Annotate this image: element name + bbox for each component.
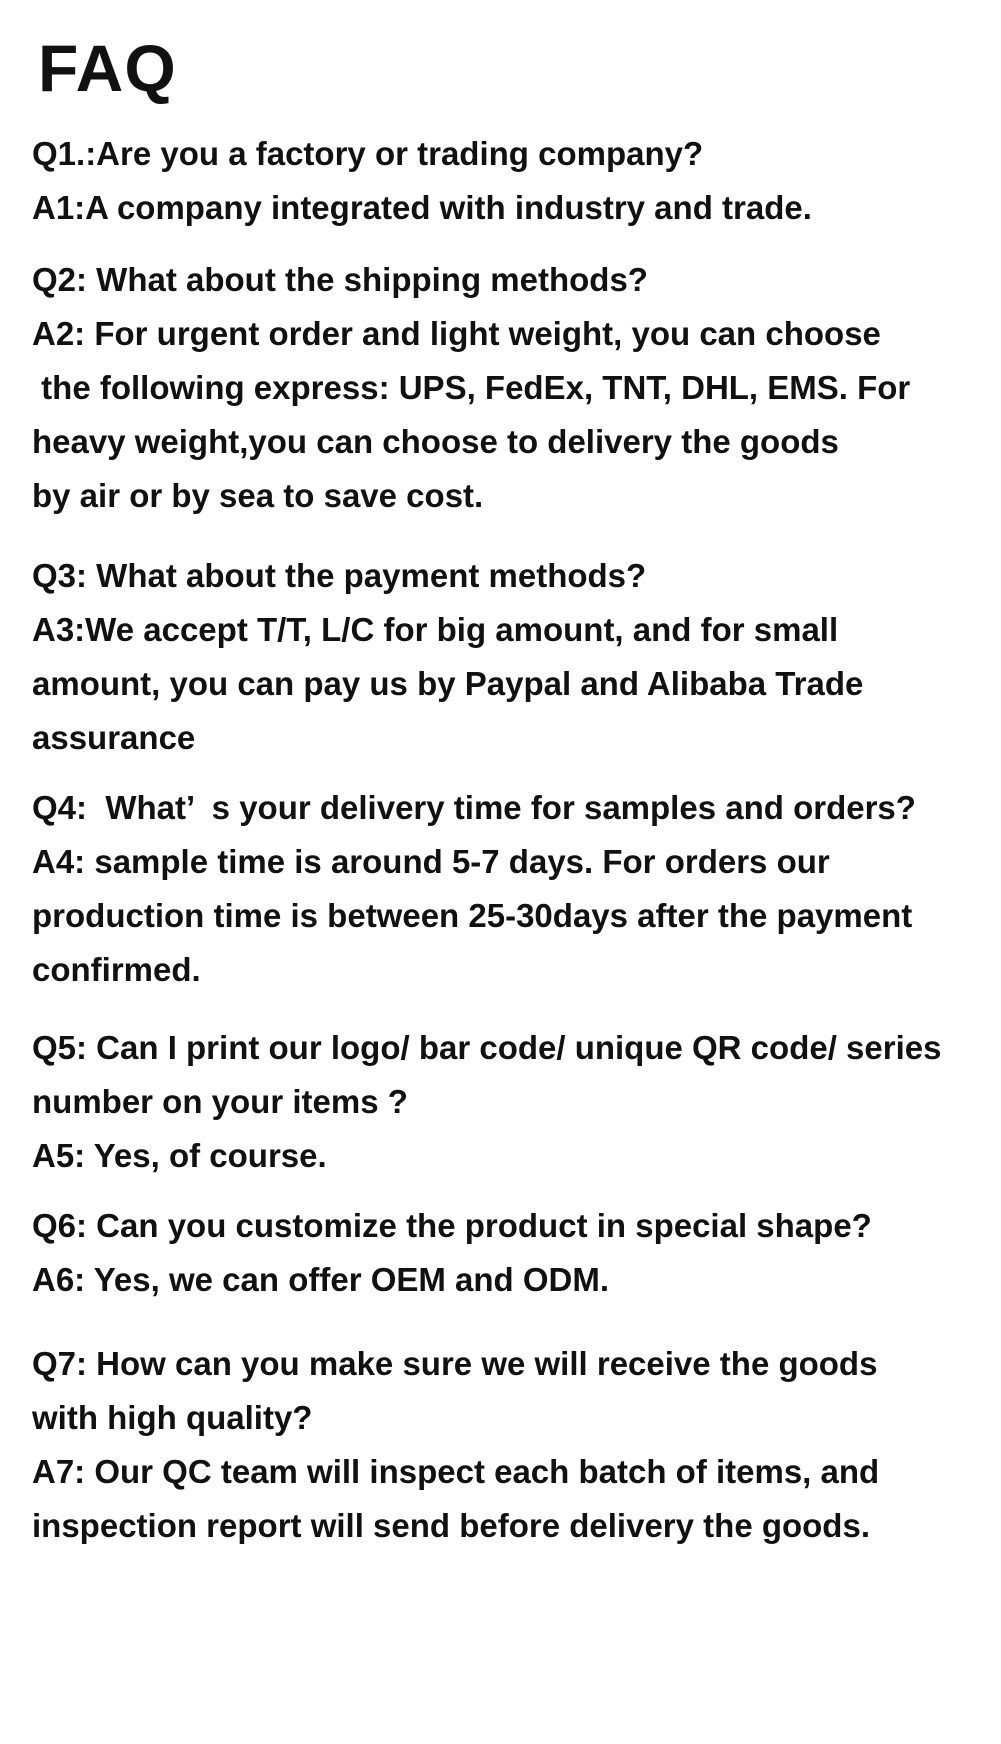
faq-3-answer-line-1: A3:We accept T/T, L/C for big amount, and for small bbox=[32, 611, 839, 648]
faq-5-question-line-2: number on your items ? bbox=[32, 1083, 408, 1120]
faq-7-question-line-1: Q7: How can you make sure we will receive the goods bbox=[32, 1345, 878, 1382]
faq-6-answer: A6: Yes, we can offer OEM and ODM. bbox=[32, 1261, 610, 1298]
faq-1-question: Q1.:Are you a factory or trading company? bbox=[32, 135, 704, 172]
faq-4-answer-line-1: A4: sample time is around 5-7 days. For orders our bbox=[32, 843, 830, 880]
faq-3-question: Q3: What about the payment methods? bbox=[32, 557, 647, 594]
faq-7-question-line-2: with high quality? bbox=[32, 1399, 313, 1436]
faq-7-answer-line-2: inspection report will send before delivery the goods. bbox=[32, 1507, 870, 1544]
faq-4-answer-line-2: production time is between 25-30days after the payment bbox=[32, 897, 913, 934]
faq-2-answer-line-4: by air or by sea to save cost. bbox=[32, 477, 484, 514]
faq-4-question: Q4: What’ s your delivery time for samples and orders? bbox=[32, 789, 916, 826]
faq-7-answer-line-1: A7: Our QC team will inspect each batch of items, and bbox=[32, 1453, 880, 1490]
faq-3-answer-line-2: amount, you can pay us by Paypal and Alibaba Trade bbox=[32, 665, 864, 702]
faq-2-answer-line-1: A2: For urgent order and light weight, you can choose bbox=[32, 315, 881, 352]
faq-5-question-line-1: Q5: Can I print our logo/ bar code/ unique QR code/ series bbox=[32, 1029, 942, 1066]
faq-6-question: Q6: Can you customize the product in special shape? bbox=[32, 1207, 872, 1244]
faq-2-answer-line-3: heavy weight,you can choose to delivery the goods bbox=[32, 423, 839, 460]
faq-4-answer-line-3: confirmed. bbox=[32, 951, 201, 988]
faq-1-answer: A1:A company integrated with industry and trade. bbox=[32, 189, 812, 226]
faq-3-answer-line-3: assurance bbox=[32, 719, 196, 756]
faq-2-question: Q2: What about the shipping methods? bbox=[32, 261, 648, 298]
page-title: FAQ bbox=[38, 31, 177, 105]
faq-5-answer: A5: Yes, of course. bbox=[32, 1137, 327, 1174]
faq-2-answer-line-2: the following express: UPS, FedEx, TNT, DHL, EMS. For bbox=[32, 369, 911, 406]
